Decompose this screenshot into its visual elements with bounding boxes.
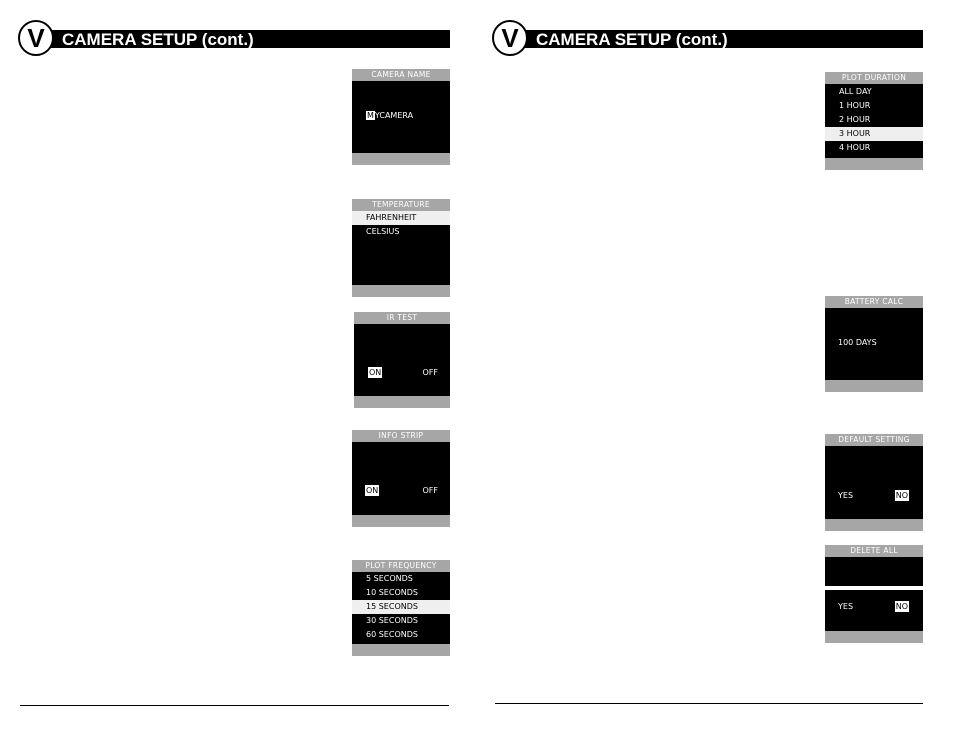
screen-title: PLOT DURATION: [825, 72, 923, 84]
screen-footer: [825, 380, 923, 392]
option-1-hour[interactable]: 1 HOUR: [839, 101, 871, 110]
default-setting-no-option[interactable]: NO: [895, 491, 908, 500]
plot-frequency-screen: [352, 560, 450, 656]
left-header: [18, 20, 450, 66]
screen-title: CAMERA NAME: [352, 69, 450, 81]
option-60-seconds[interactable]: 60 SECONDS: [366, 630, 418, 639]
info-strip-on-option[interactable]: ON: [366, 486, 379, 495]
screen-footer: [352, 285, 450, 297]
ir-test-screen: [354, 312, 450, 408]
default-setting-screen: [825, 434, 923, 531]
text-cursor: M: [367, 111, 374, 120]
section-badge: V: [18, 20, 54, 56]
screen-footer: [354, 396, 450, 408]
ir-test-on-option[interactable]: ON: [369, 368, 382, 377]
delete-all-yes-option[interactable]: YES: [838, 602, 854, 611]
screen-footer: [825, 631, 923, 643]
info-strip-off-option[interactable]: OFF: [422, 486, 438, 495]
section-badge: V: [492, 20, 528, 56]
right-header: [492, 20, 924, 66]
screen-footer: [825, 519, 923, 531]
screen-footer: [352, 644, 450, 656]
option-3-hour[interactable]: 3 HOUR: [825, 127, 923, 141]
screen-title: BATTERY CALC: [825, 296, 923, 308]
option-2-hour[interactable]: 2 HOUR: [839, 115, 871, 124]
left-footer-rule: [20, 705, 449, 706]
camera-name-value[interactable]: [366, 110, 413, 121]
camera-name-screen: [352, 69, 450, 165]
temperature-screen: [352, 199, 450, 297]
screen-title: PLOT FREQUENCY: [352, 560, 450, 572]
delete-all-divider: [825, 586, 923, 590]
battery-calc-screen: [825, 296, 923, 392]
camera-name-rest: YCAMERA: [374, 111, 414, 120]
option-celsius[interactable]: CELSIUS: [366, 227, 400, 236]
delete-all-screen: [825, 545, 923, 643]
screen-footer: [352, 153, 450, 165]
option-all-day[interactable]: ALL DAY: [839, 87, 872, 96]
screen-title: DEFAULT SETTING: [825, 434, 923, 446]
section-title: CAMERA SETUP (cont.): [62, 30, 254, 49]
ir-test-off-option[interactable]: OFF: [422, 368, 438, 377]
option-fahrenheit[interactable]: FAHRENHEIT: [352, 211, 450, 225]
screen-title: IR TEST: [354, 312, 450, 324]
screen-footer: [825, 158, 923, 170]
screen-title: INFO STRIP: [352, 430, 450, 442]
screen-title: TEMPERATURE: [352, 199, 450, 211]
option-10-seconds[interactable]: 10 SECONDS: [366, 588, 418, 597]
option-15-seconds[interactable]: 15 SECONDS: [352, 600, 450, 614]
option-30-seconds[interactable]: 30 SECONDS: [366, 616, 418, 625]
screen-footer: [352, 515, 450, 527]
section-title: CAMERA SETUP (cont.): [536, 30, 728, 49]
screen-title: DELETE ALL: [825, 545, 923, 557]
default-setting-yes-option[interactable]: YES: [838, 491, 854, 500]
option-5-seconds[interactable]: 5 SECONDS: [366, 574, 413, 583]
option-4-hour[interactable]: 4 HOUR: [839, 143, 871, 152]
right-footer-rule: [495, 703, 923, 704]
battery-calc-value: 100 DAYS: [838, 338, 877, 347]
delete-all-no-option[interactable]: NO: [895, 602, 908, 611]
plot-duration-screen: [825, 72, 923, 170]
info-strip-screen: [352, 430, 450, 527]
